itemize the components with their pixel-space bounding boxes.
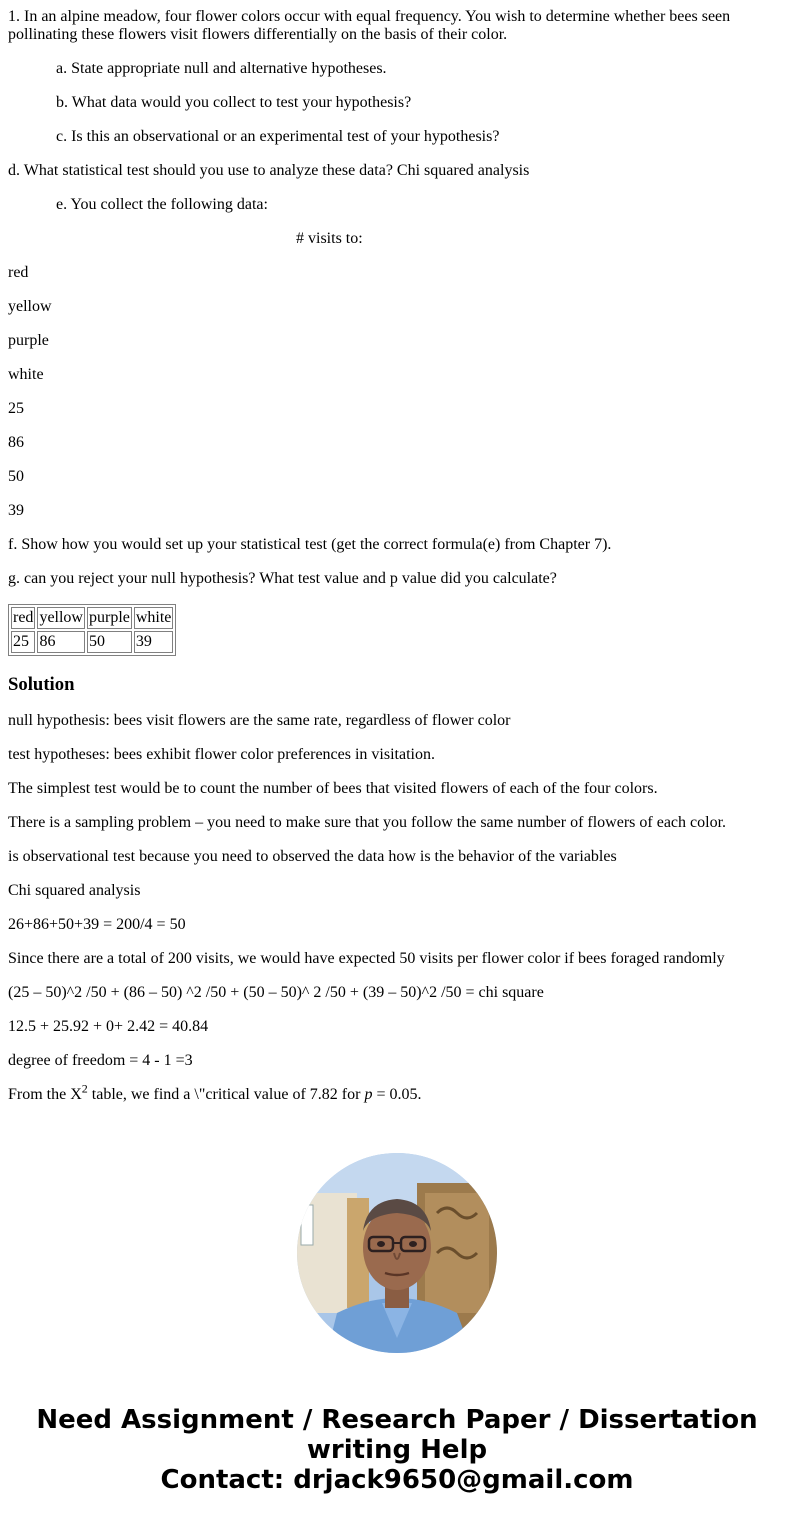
solution-line: test hypotheses: bees exhibit flower color preferences in visitation. (8, 746, 435, 763)
author-photo (297, 1153, 497, 1353)
table-header-row (11, 607, 173, 629)
question-part-g: g. can you reject your null hypothesis? What test value and p value did you calculate? (8, 570, 557, 587)
solution-line: is observational test because you need to observed the data how is the behavior of the variables (8, 848, 617, 865)
solution-line: 26+86+50+39 = 200/4 = 50 (8, 916, 186, 933)
solution-line: There is a sampling problem – you need to make sure that you follow the same number of flowers of each color. (8, 814, 727, 831)
table-cell: white (134, 607, 174, 629)
solution-heading: Solution (8, 674, 75, 695)
final-middle: table, we find a \"critical value of 7.82 for (87, 1086, 365, 1103)
author-photo-image (297, 1153, 497, 1353)
final-suffix: = 0.05. (372, 1086, 422, 1103)
list-item: 50 (8, 468, 24, 485)
table-cell: yellow (37, 607, 85, 629)
visits-heading: # visits to: (296, 230, 363, 247)
question-part-e: e. You collect the following data: (56, 196, 268, 213)
solution-line: Since there are a total of 200 visits, we would have expected 50 visits per flower color if bees foraged randomly (8, 950, 725, 967)
question-intro: 1. In an alpine meadow, four flower colors occur with equal frequency. You wish to determine whether bees seen pollinating these flowers visit flowers differentially on the basis of their color. (8, 8, 731, 43)
question-part-b: b. What data would you collect to test your hypothesis? (56, 94, 412, 111)
question-part-c: c. Is this an observational or an experimental test of your hypothesis? (56, 128, 500, 145)
table-cell: 39 (134, 631, 174, 653)
visits-table (8, 604, 176, 656)
table-row (11, 631, 173, 653)
question-part-a: a. State appropriate null and alternative hypotheses. (56, 60, 387, 77)
solution-line: The simplest test would be to count the number of bees that visited flowers of each of the four colors. (8, 780, 658, 797)
solution-line: Chi squared analysis (8, 882, 141, 899)
promo-line-1: Need Assignment / Research Paper / Dissertation (36, 1405, 758, 1435)
list-item: 25 (8, 400, 24, 417)
table-cell: red (11, 607, 35, 629)
list-item: red (8, 264, 29, 281)
solution-line: null hypothesis: bees visit flowers are the same rate, regardless of flower color (8, 712, 511, 729)
solution-final-line (8, 1081, 786, 1104)
table-cell: 25 (11, 631, 35, 653)
table-cell: 86 (37, 631, 85, 653)
solution-line: (25 – 50)^2 /50 + (86 – 50) ^2 /50 + (50 – 50)^ 2 /50 + (39 – 50)^2 /50 = chi square (8, 984, 544, 1001)
solution-line: 12.5 + 25.92 + 0+ 2.42 = 40.84 (8, 1018, 209, 1035)
list-item: white (8, 366, 44, 383)
promo-line-2: writing Help (306, 1435, 488, 1465)
final-p: p (364, 1086, 373, 1103)
table-cell: purple (87, 607, 132, 629)
promo-banner (0, 1405, 794, 1495)
promo-contact: Contact: drjack9650@gmail.com (160, 1465, 634, 1495)
final-prefix: From the X (8, 1086, 82, 1103)
list-item: 39 (8, 502, 24, 519)
question-part-d: d. What statistical test should you use to analyze these data? Chi squared analysis (8, 162, 530, 179)
table-cell: 50 (87, 631, 132, 653)
list-item: yellow (8, 298, 52, 315)
question-part-f: f. Show how you would set up your statistical test (get the correct formula(e) from Chapter 7). (8, 536, 612, 553)
solution-line: degree of freedom = 4 - 1 =3 (8, 1052, 193, 1069)
list-item: 86 (8, 434, 24, 451)
final-superscript: 2 (81, 1081, 88, 1096)
list-item: purple (8, 332, 49, 349)
